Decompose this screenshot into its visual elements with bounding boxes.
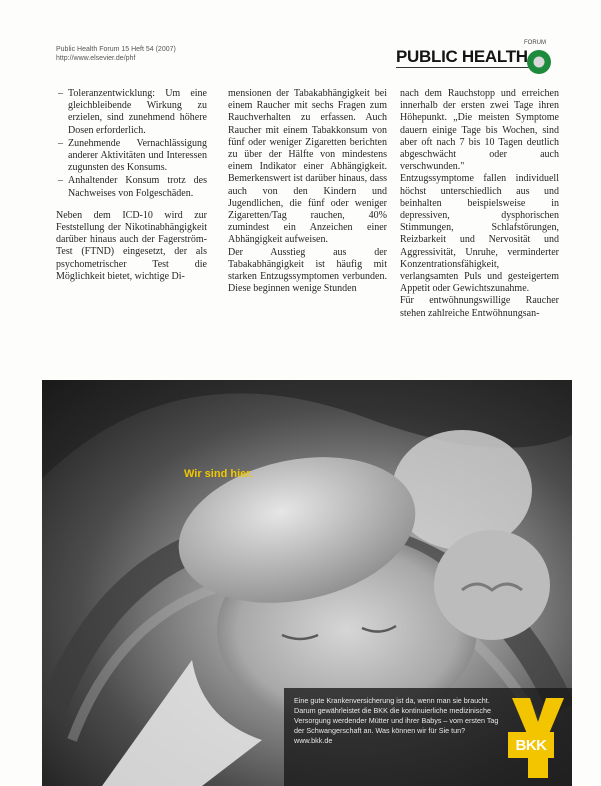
bullet-marker: – — [58, 137, 63, 149]
bullet-marker: – — [58, 175, 63, 187]
body-paragraph: Für entwöhnungswillige Raucher stehen zahlreiche Entwöhnungsan- — [400, 295, 559, 319]
bullet-marker: – — [58, 88, 63, 99]
ad-text-box — [284, 688, 572, 786]
list-item — [56, 138, 207, 175]
list-item-text: Zunehmende Vernachlässigung anderer Aktivitäten und Interessen zugunsten des Konsums. — [68, 137, 207, 174]
text-column-3 — [400, 88, 559, 320]
journal-url: http://www.elsevier.de/phf — [56, 55, 136, 62]
text-column-1 — [56, 88, 207, 283]
brand-edition: FORUM — [524, 40, 546, 46]
body-paragraph: mensionen der Tabakabhängigkeit bei einem Raucher mit sechs Fragen zum Rauchverhalten zu erfassen. Auch Raucher mit einem Tabakkonsum von fünf oder weniger Zigaretten berichten zu über der Hälfte von mindestens einem Indikator einer Abhängigkeit. Bemerkenswert ist darüber hinaus, dass auch von den Kindern und Jugendlichen, die fünf oder weniger Zigaretten/Tag rauchen, 40% zumindest ein Anzeichen einer Abhängigkeit aufweisen. — [228, 88, 387, 246]
list-item-text: Toleranzentwicklung: Um eine gleichbleibende Wirkung zu erzielen, sind zunehmend höhere Dosen erforderlich. — [68, 88, 207, 136]
body-paragraph: Entzugssymptome fallen individuell höchst unterschiedlich aus und beinhalten beispielsweise in depressiven, dysphorischen Stimmungen, Schlafstörungen, Reizbarkeit und Nervosität und Aggressivität, Unruhe, verminderter Konzentrationsfähigkeit, verlangsamten Puls und gesteigertem Appetit oder Gewichtszunahme. — [400, 173, 559, 295]
criteria-list — [56, 88, 207, 200]
brand-rule — [396, 67, 530, 68]
body-paragraph: Der Ausstieg aus der Tabakabhängigkeit ist häufig mit starken Entzugssymptomen verbunden. Diese beginnen wenige Stunden — [228, 246, 387, 295]
list-item-text: Anhaltender Konsum trotz des Nachweises von Folgeschäden. — [68, 175, 207, 199]
globe-logo-icon — [526, 49, 552, 75]
journal-citation — [56, 45, 176, 63]
text-column-2 — [228, 88, 387, 295]
journal-brand — [396, 38, 556, 82]
bkk-logo — [508, 696, 566, 780]
list-item — [56, 88, 207, 137]
body-paragraph: nach dem Rauchstopp und erreichen innerhalb der ersten zwei Tage ihren Höhepunkt. „Die meisten Symptome dauern einige Tage bis Wochen, sind aber oft nach 7 bis 10 Tagen deutlich abgeschwächt oder auch verschwunden." — [400, 88, 559, 173]
bkk-logo-text: BKK — [515, 737, 547, 754]
ad-slogan: Wir sind hier. — [184, 468, 253, 480]
ad-copy: Eine gute Krankenversicherung ist da, wenn man sie braucht. Darum gewährleistet die BKK die kontinuierliche medizinische Versorgung werdender Mütter und ihrer Babys – vom ersten Tag der Schwangerschaft an. Was können wir für Sie tun? www.bkk.de — [294, 696, 499, 745]
body-paragraph: Neben dem ICD-10 wird zur Feststellung der Nikotinabhängigkeit darüber hinaus auch der Fagerström-Test (FTND) eingesetzt, der als psychometrischer Test die Möglichkeit bietet, wichtige Di- — [56, 209, 207, 282]
advertisement — [42, 380, 572, 786]
list-item — [56, 175, 207, 199]
brand-title: PUBLIC HEALTH — [396, 47, 528, 66]
citation-line: Public Health Forum 15 Heft 54 (2007) — [56, 46, 176, 53]
